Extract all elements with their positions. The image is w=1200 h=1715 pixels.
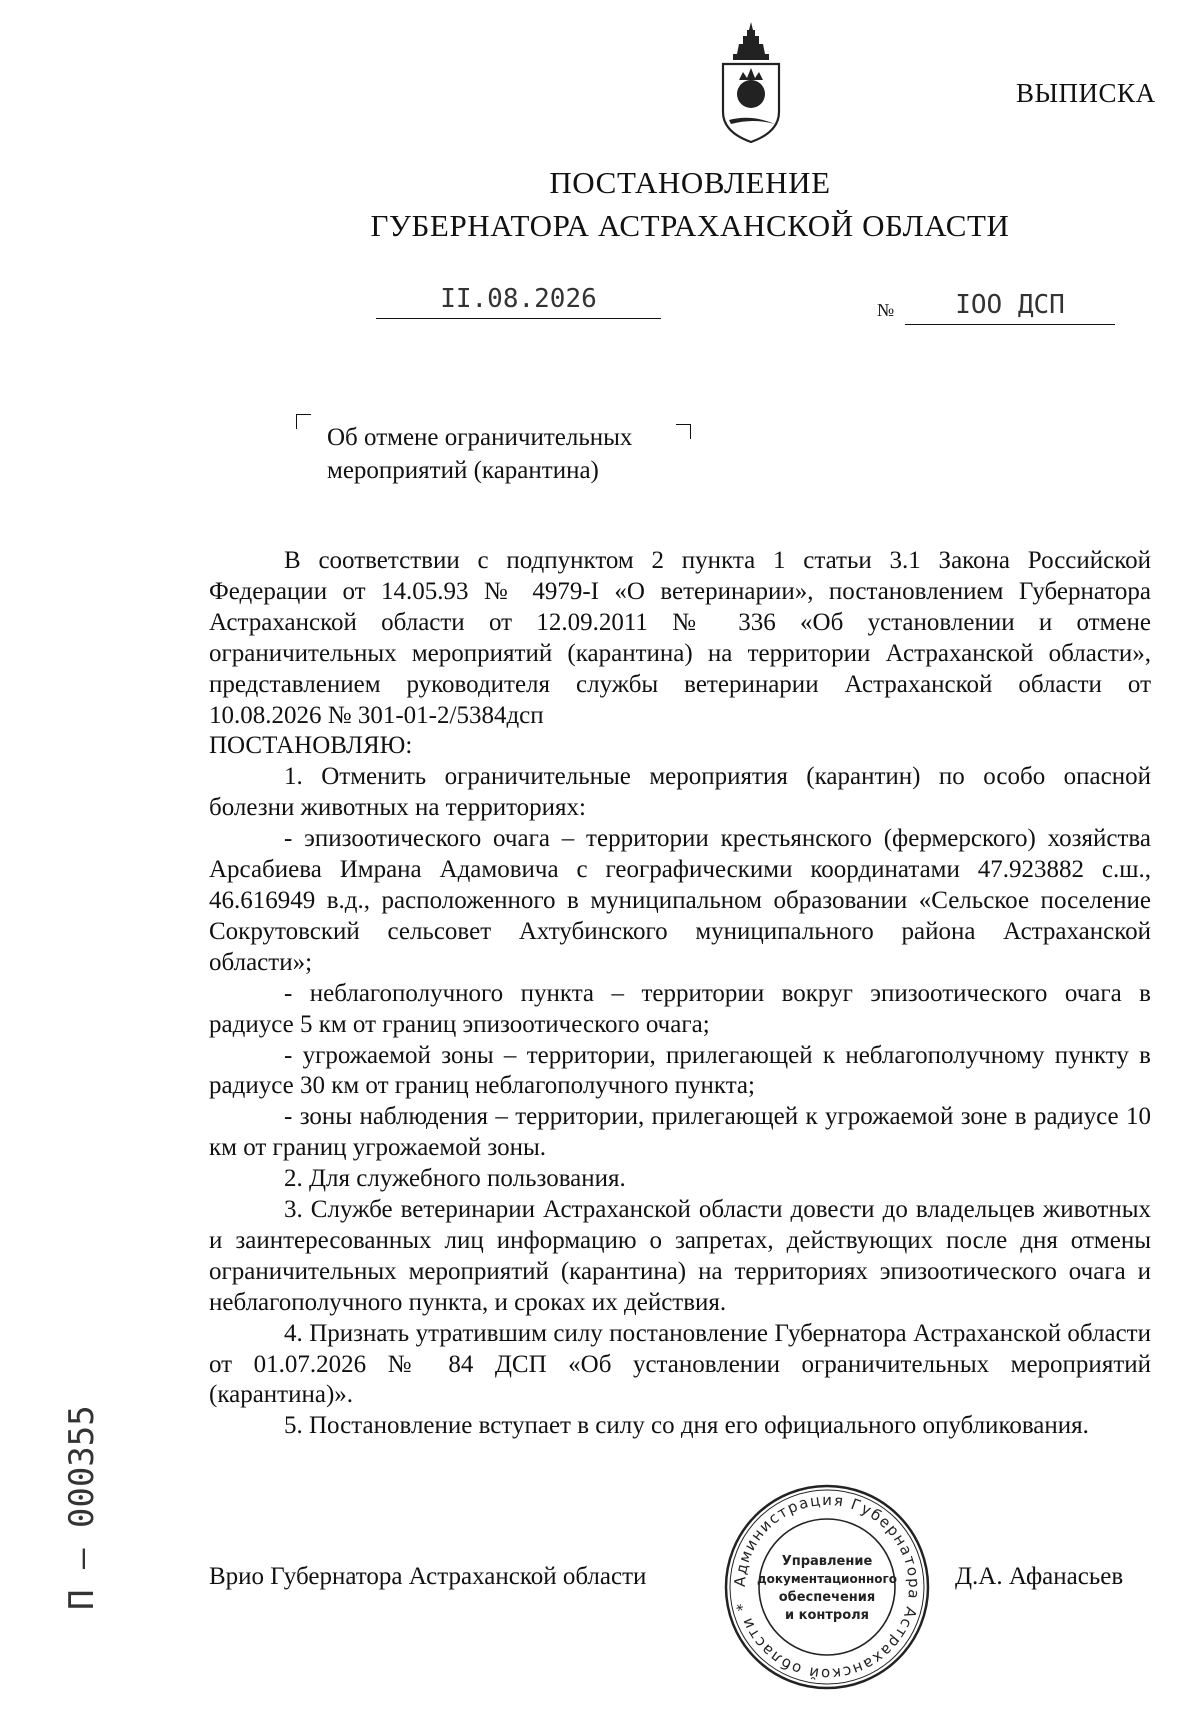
paragraph-1d: - зоны наблюдения – территории, прилегающей к угрожаемой зоне в радиусе 10 км от границ угрожаемой зоны. <box>209 1103 1151 1162</box>
number-field <box>905 290 1115 325</box>
document-subject <box>327 421 632 487</box>
paragraph-3: 3. Службе ветеринарии Астраханской области довести до владельцев животных и заинтересованных лиц информацию о запретах, действующих после дня отмены ограничительных мероприятий (карантина) на территориях эпизоотического очага и неблагополучного пункта, и сроках их действия. <box>209 1196 1151 1316</box>
paragraph-1b: - неблагополучного пункта – территории вокруг эпизоотического очага в радиусе 5 км от границ эпизоотического очага; <box>209 979 1151 1038</box>
extract-label: ВЫПИСКА <box>1016 78 1156 108</box>
stamp-center-line-2: документационного <box>756 1572 898 1586</box>
paragraph-2: 2. Для служебного пользования. <box>284 1165 626 1193</box>
coat-of-arms-icon <box>715 20 787 148</box>
signatory-position: Врио Губернатора Астраханской области <box>209 1563 647 1590</box>
number-sign: № <box>877 300 895 320</box>
document-body <box>209 546 1151 1442</box>
paragraph-1c: - угрожаемой зоны – территории, прилегающей к неблагополучному пункту в радиусе 30 км от границ неблагополучного пункта; <box>209 1041 1151 1100</box>
paragraph-1: 1. Отменить ограничительные мероприятия (карантин) по особо опасной болезни животных на территориях: <box>209 763 1151 822</box>
stamp-ring-text: Администрация Губернатора Астраханской области * <box>730 1490 924 1684</box>
preamble-paragraph: В соответствии с подпунктом 2 пункта 1 статьи 3.1 Закона Российской Федерации от 14.05.93 № 4979-I «О ветеринарии», постановлением Губернатора Астраханской области от 12.09.2011 № 336 «Об установлении и отмене ограничительных мероприятий (карантина) на территории Астраханской области», представлением руководителя службы ветеринарии Астраханской области от 10.08.2026 № 301-01-2/5384дсп <box>209 547 1151 729</box>
serial-number-text: П – 000355 <box>62 1405 102 1610</box>
subject-line-1: Об отмене ограничительных <box>327 424 633 451</box>
subject-bracket-left <box>296 414 311 429</box>
stamp-center-line-1: Управление <box>781 1554 873 1569</box>
stamp-center-line-3: обеспечения <box>778 1590 876 1605</box>
margin-serial-number <box>62 1390 102 1610</box>
subject-bracket-right <box>676 424 691 439</box>
document-date: II.08.2026 <box>440 284 597 314</box>
official-stamp <box>722 1482 932 1692</box>
date-field <box>376 284 661 319</box>
document-number: IОО ДСП <box>955 290 1065 320</box>
paragraph-1a: - эпизоотического очага – территории крестьянского (фермерского) хозяйства Арсабиева Имрана Адамовича с географическими координатами 47.923882 с.ш., 46.616949 в.д., расположенного в муниципальном образовании «Сельское поселение Сокрутовский сельсовет Ахтубинского муниципального района Астраханской области»; <box>209 825 1151 976</box>
signatory-name: Д.А. Афанасьев <box>955 1563 1124 1590</box>
issuer-title: ГУБЕРНАТОРА АСТРАХАНСКОЙ ОБЛАСТИ <box>370 208 1010 243</box>
paragraph-5: 5. Постановление вступает в силу со дня его официального опубликования. <box>284 1412 1089 1440</box>
subject-line-2: мероприятий (карантина) <box>327 457 599 484</box>
postanovlyayu-heading: ПОСТАНОВЛЯЮ: <box>209 732 413 760</box>
document-type-title: ПОСТАНОВЛЕНИЕ <box>549 165 831 200</box>
stamp-center-line-4: и контроля <box>784 1608 870 1623</box>
paragraph-4: 4. Признать утратившим силу постановление Губернатора Астраханской области от 01.07.2026 № 84 ДСП «Об установлении ограничительных мероприятий (карантина)». <box>209 1319 1151 1409</box>
